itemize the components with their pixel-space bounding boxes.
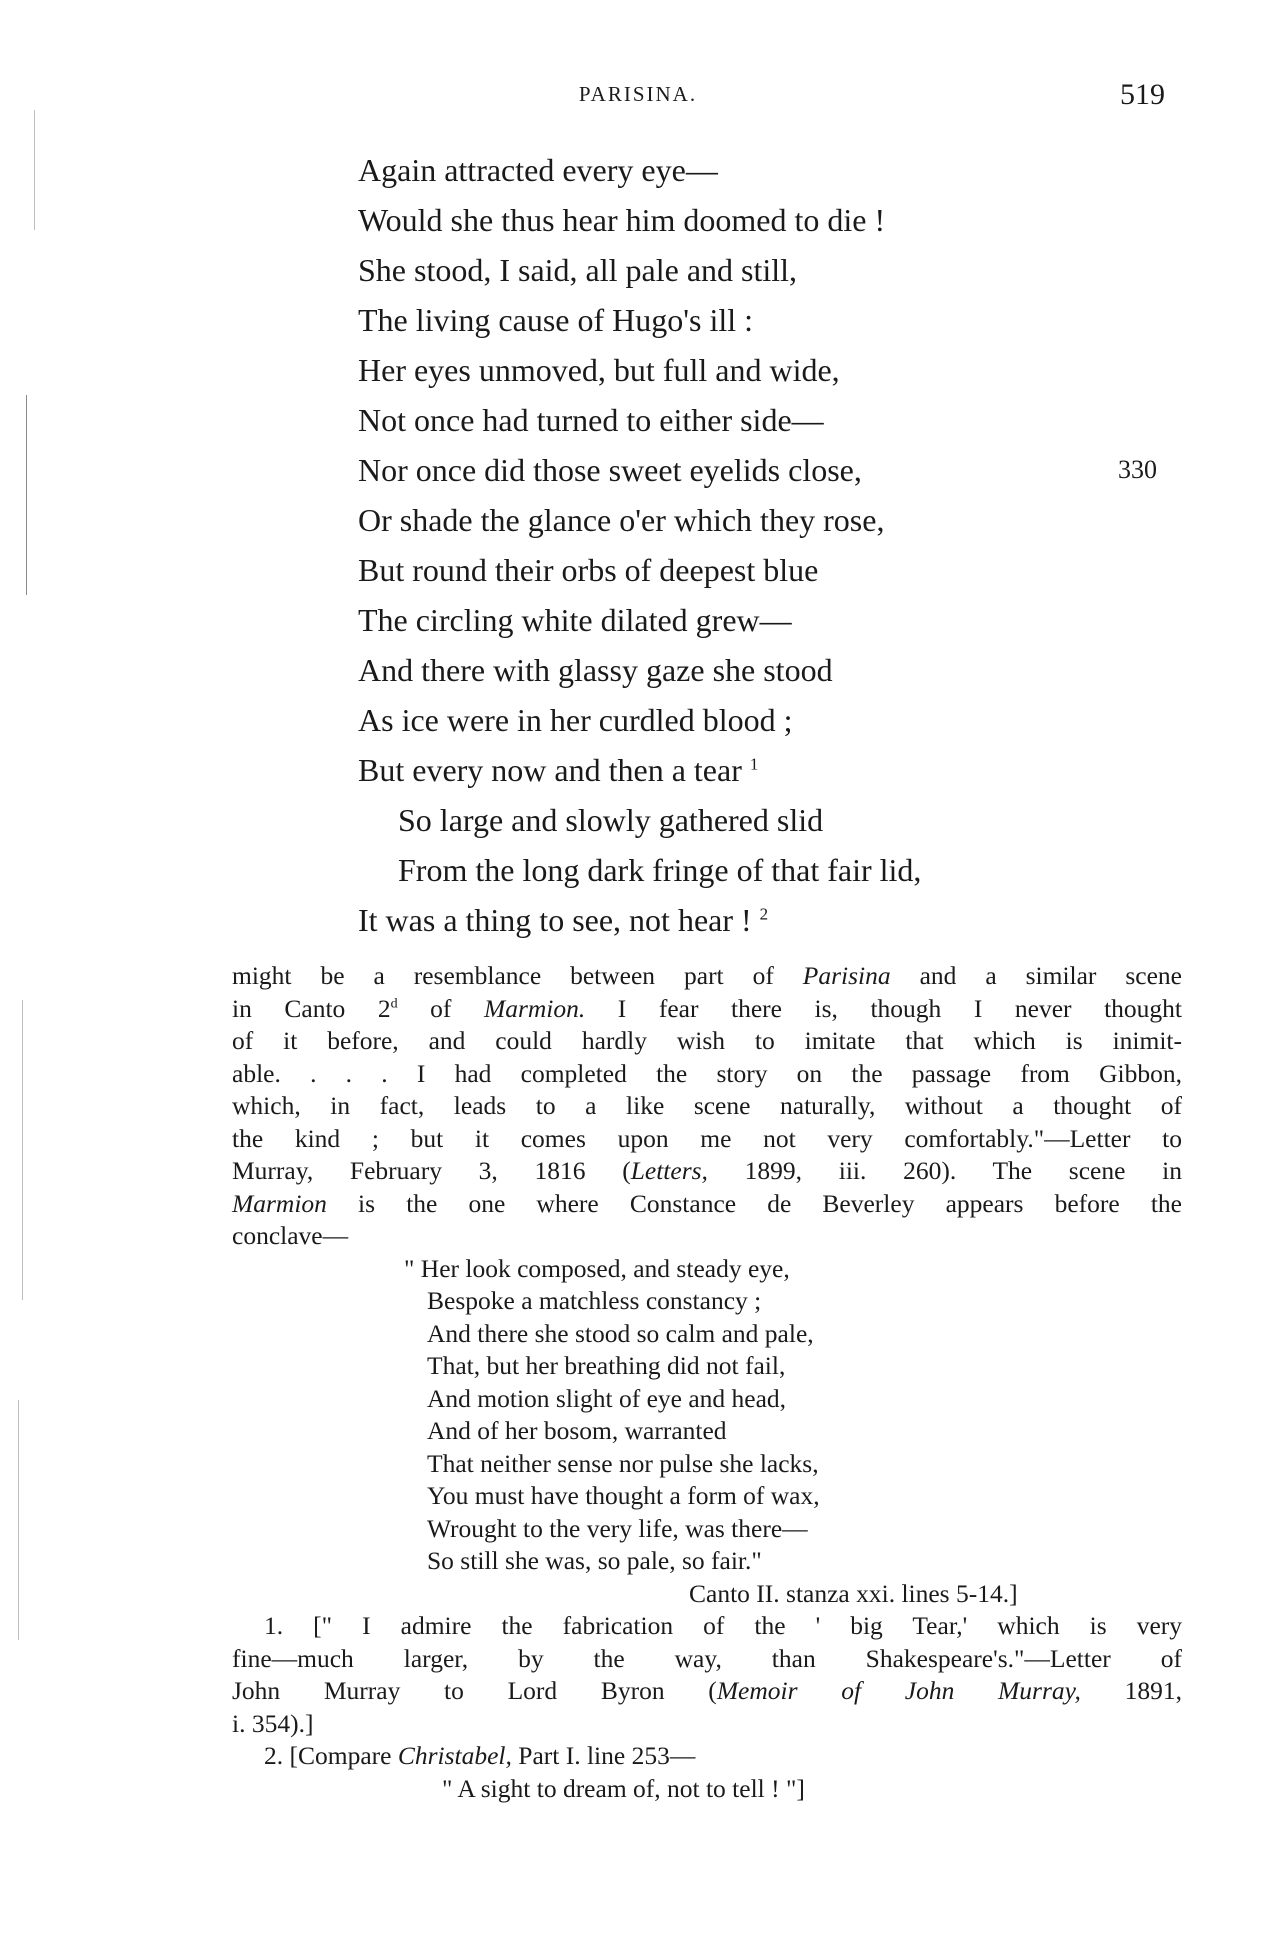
note-title: Marmion [232,1188,327,1218]
note-line: the kind ; but it comes upon me not very comfortably."—Letter to [232,1123,1182,1153]
note-title: Marmion. [483,993,586,1023]
quote-line: And of her bosom, warranted [427,1416,727,1445]
footnote-2 [232,1740,1182,1773]
quote-line: And there she stood so calm and pale, [427,1318,814,1348]
note-title: Letters, [630,1156,708,1185]
note-text: John Murray to Lord Byron ( [232,1676,717,1705]
note-text: of [397,993,484,1023]
footnotes [232,960,1182,1805]
note-line: of it before, and could hardly wish to imitate that which is inimit- [232,1026,1182,1055]
note-line: fine—much larger, by the way, than Shakespeare's."—Letter of [232,1643,1182,1673]
footnote-ref[interactable]: 1 [749,754,759,774]
footnote-ref[interactable]: 2 [759,904,769,924]
poem-stanza [358,145,921,945]
poem-line: Her eyes unmoved, but full and wide, [358,352,840,388]
quote-line: And motion slight of eye and head, [427,1383,787,1413]
quote-line: " Her look composed, and steady eye, [404,1253,790,1283]
quote-line: Wrought to the very life, was there— [427,1513,808,1543]
superscript: d [390,996,398,1011]
quote-line: That neither sense nor pulse she lacks, [427,1448,819,1478]
poem-line: As ice were in her curdled blood ; [358,702,793,738]
poem-line: The circling white dilated grew— [358,602,792,638]
note-text: I fear there is, though I never thought [585,993,1182,1023]
note-text: might be a resemblance between part of [232,961,803,990]
poem-line [358,745,921,795]
note-text: 1899, iii. 260). The scene in [707,1156,1182,1185]
quote-line: Bespoke a matchless constancy ; [427,1286,762,1315]
scan-edge-mark [34,110,35,230]
poem-line: Would she thus hear him doomed to die ! [358,202,886,238]
note-line [232,960,1182,993]
poem-line-text: But every now and then a tear [358,752,742,788]
note-title: Christabel, [397,1741,512,1770]
poem-line [358,895,921,945]
scan-edge-mark [18,1400,19,1640]
poem-line: Or shade the glance o'er which they rose, [358,502,885,538]
poem-line: Nor once did those sweet eyelids close, [358,452,862,488]
poem-line: But round their orbs of deepest blue [358,552,819,588]
note-line [232,1188,1182,1221]
poem-line: She stood, I said, all pale and still, [358,252,798,288]
note-text: Part I. line 253— [511,1741,696,1770]
poem-line: From the long dark fringe of that fair lid, [398,852,922,888]
note-text: Murray, February 3, 1816 ( [232,1156,631,1185]
poem-line: Not once had turned to either side— [358,402,824,438]
poem-line: So large and slowly gathered slid [398,802,824,838]
poem-line: And there with glassy gaze she stood [358,652,833,688]
quote-line: So still she was, so pale, so fair." [427,1546,762,1575]
quote-line: " A sight to dream of, not to tell ! "] [442,1773,805,1803]
running-title: PARISINA. [578,82,698,106]
quote-citation: Canto II. stanza xxi. lines 5-14.] [689,1578,1018,1608]
note-line [232,1155,1182,1188]
note-line: conclave— [232,1221,349,1250]
note-line [232,1675,1182,1708]
note-line: which, in fact, leads to a like scene naturally, without a thought of [232,1091,1182,1120]
poem-line-text: It was a thing to see, not hear ! [358,902,752,938]
note-title: Parisina [802,961,891,990]
line-number-marker: 330 [1118,455,1157,484]
quote-line: You must have thought a form of wax, [427,1481,820,1510]
quote-line: That, but her breathing did not fail, [427,1351,786,1380]
note-text: and a similar scene [890,961,1182,990]
note-text: 2. [Compare [264,1741,398,1770]
note-text: in Canto 2 [232,993,391,1023]
note-line [232,993,1182,1026]
note-text: is the one where Constance de Beverley appears before the [326,1188,1182,1218]
note-line: able. . . . I had completed the story on the passage from Gibbon, [232,1058,1182,1088]
note-line: i. 354).] [232,1708,314,1738]
scan-edge-mark [26,395,27,595]
note-title: Memoir of John Murray, [716,1676,1081,1705]
footnote-1: 1. [" I admire the fabrication of the ' big Tear,' which is very [264,1611,1182,1640]
note-text: 1891, [1080,1676,1183,1705]
poem-line: Again attracted every eye— [358,152,718,188]
poem-line: The living cause of Hugo's ill : [358,302,754,338]
page-number: 519 [1120,78,1165,111]
scan-edge-mark [22,1000,23,1300]
